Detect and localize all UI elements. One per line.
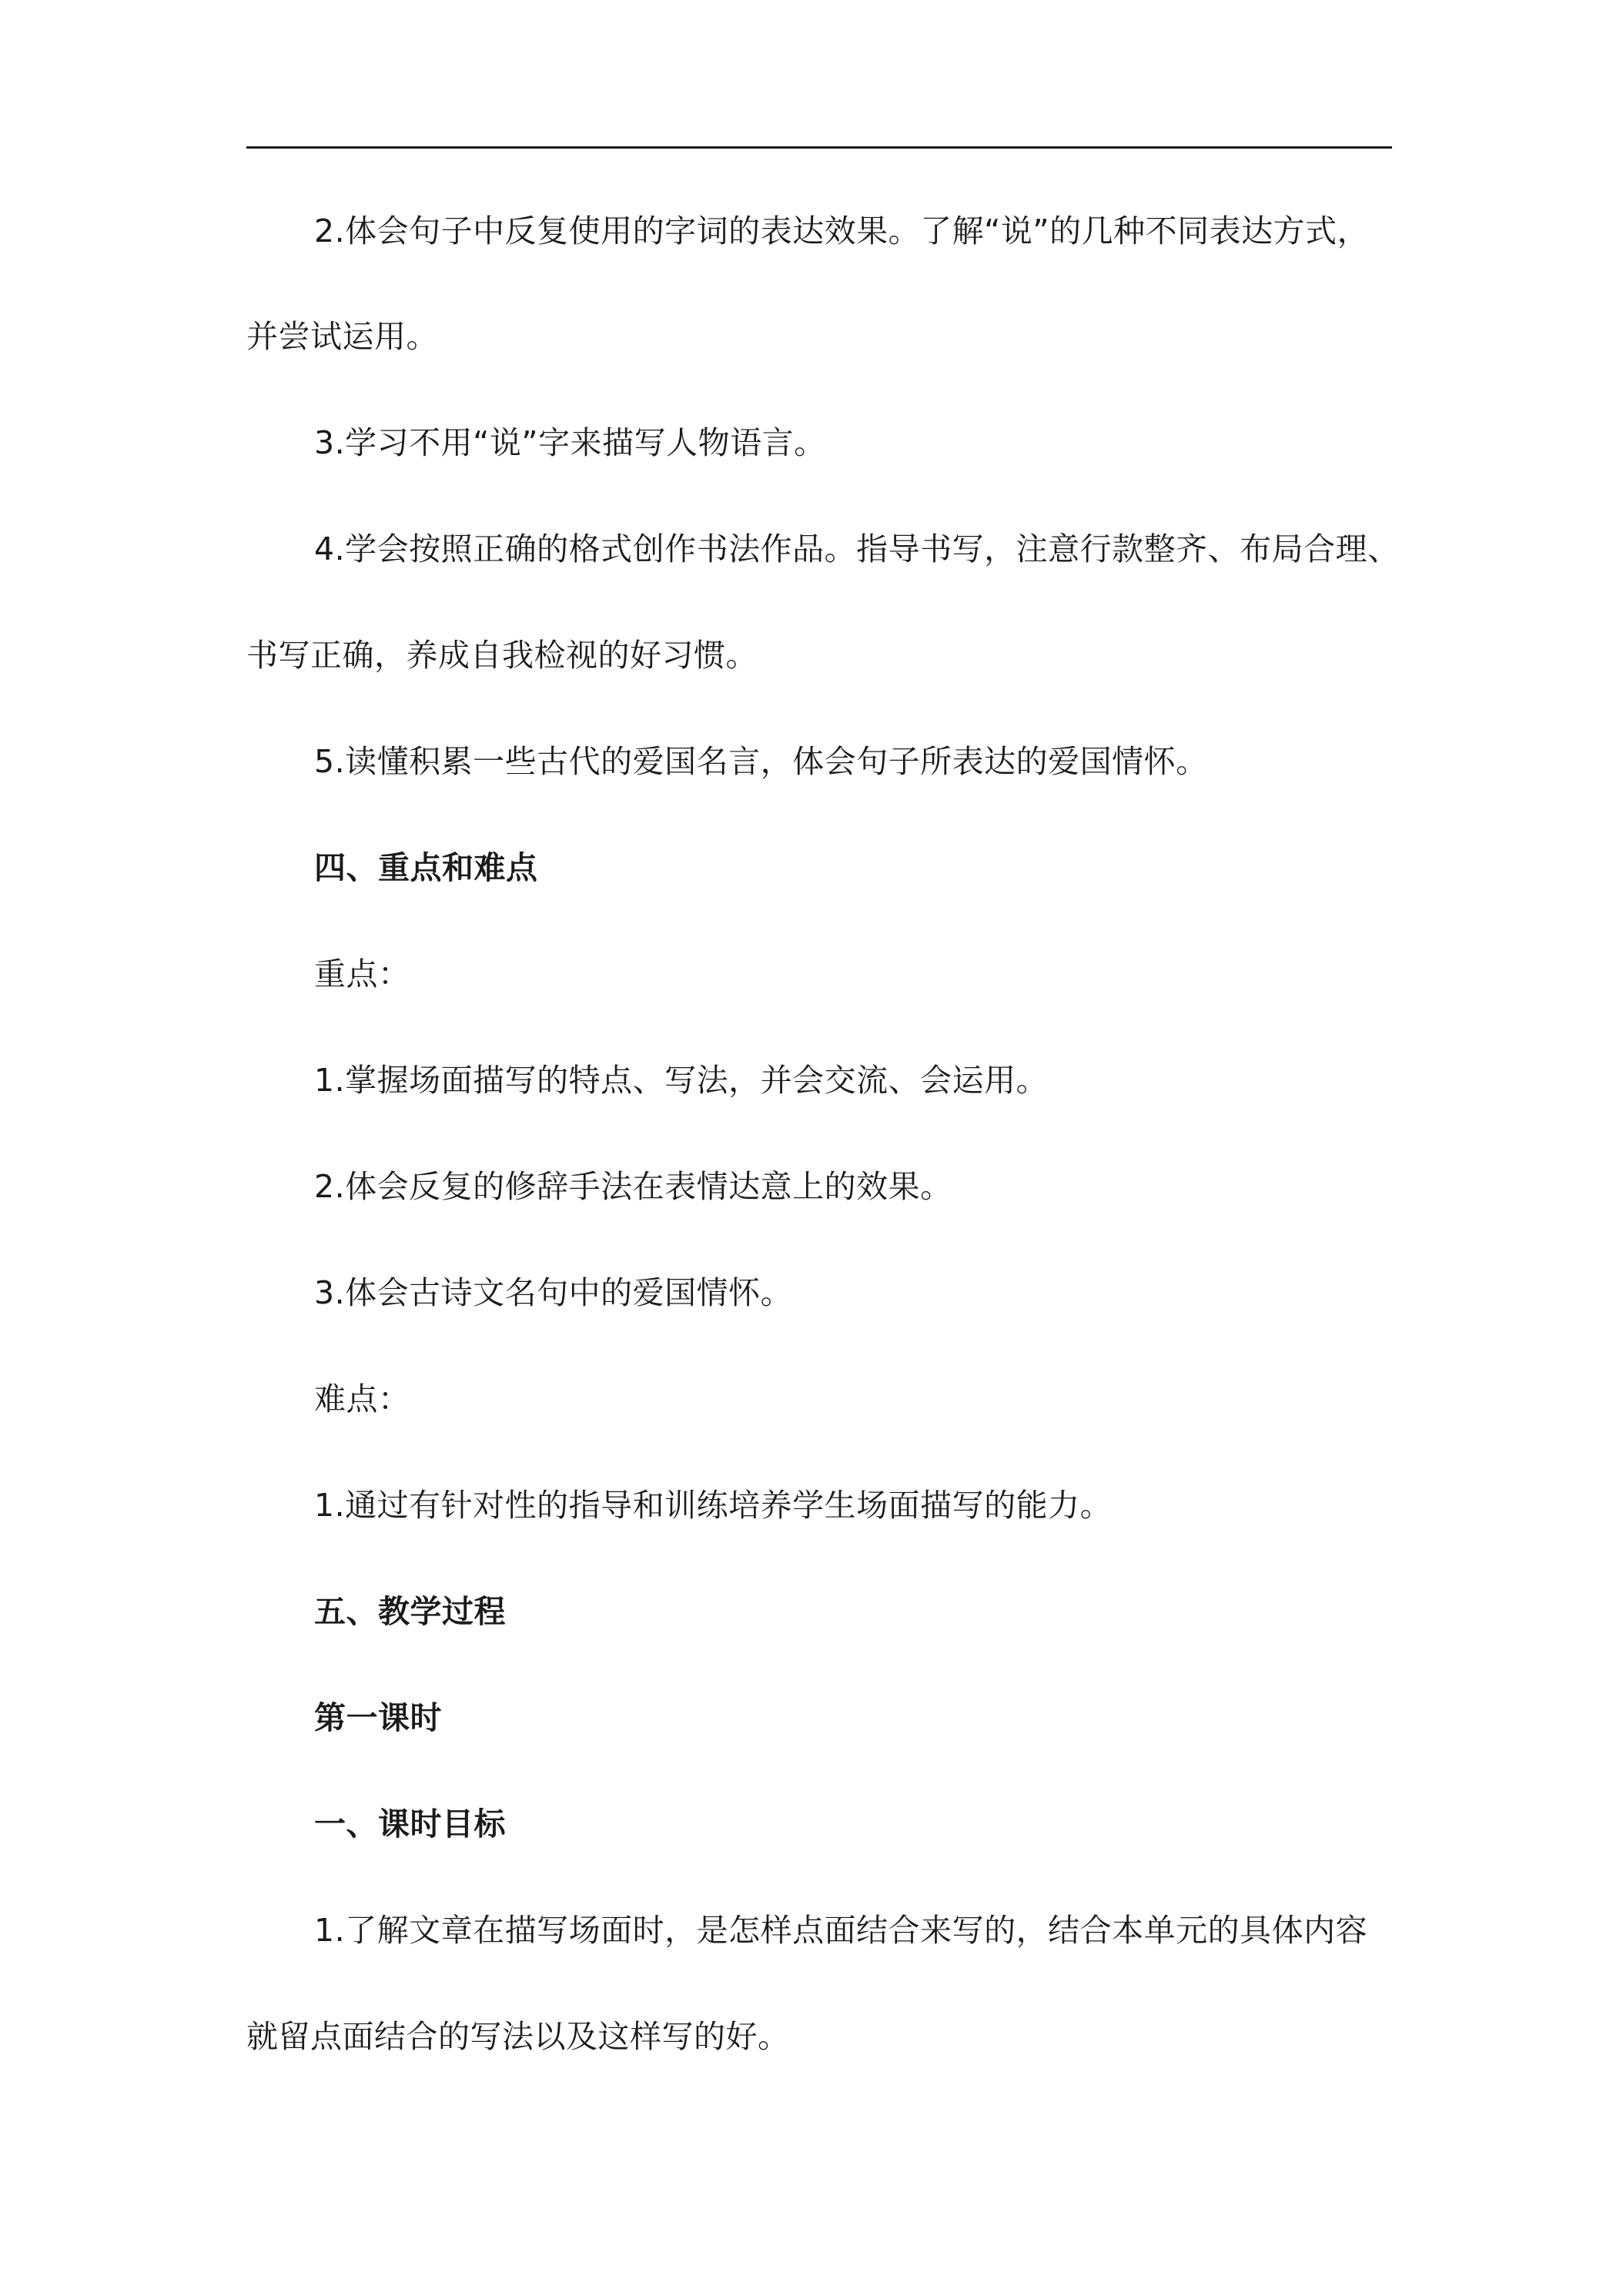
subheading: 重点： <box>314 956 410 992</box>
paragraph-line: 2.体会反复的修辞手法在表情达意上的效果。 <box>314 1168 952 1205</box>
section-heading: 一、课时目标 <box>314 1806 506 1842</box>
paragraph-line: 就留点面结合的写法以及这样写的好。 <box>246 2018 790 2055</box>
paragraph-line: 并尝试运用。 <box>246 318 438 355</box>
section-heading: 五、教学过程 <box>314 1593 506 1630</box>
section-heading: 四、重点和难点 <box>314 849 538 886</box>
paragraph-line: 1.通过有针对性的指导和训练培养学生场面描写的能力。 <box>314 1487 1113 1524</box>
paragraph-line: 书写正确，养成自我检视的好习惯。 <box>246 637 758 674</box>
subheading: 难点： <box>314 1381 410 1417</box>
paragraph-line: 1.掌握场面描写的特点、写法，并会交流、会运用。 <box>314 1062 1049 1099</box>
paragraph-line: 2.体会句子中反复使用的字词的表达效果。了解“说”的几种不同表达方式， <box>314 213 1370 249</box>
paragraph-line: 3.体会古诗文名句中的爱国情怀。 <box>314 1274 793 1311</box>
paragraph-line: 3.学习不用“说”字来描写人物语言。 <box>314 424 826 461</box>
lesson-heading: 第一课时 <box>314 1699 442 1736</box>
paragraph-line: 4.学会按照正确的格式创作书法作品。指导书写，注意行款整齐、布局合理、 <box>314 530 1400 567</box>
paragraph-line: 5.读懂积累一些古代的爱国名言，体会句子所表达的爱国情怀。 <box>314 743 1208 780</box>
header-rule <box>246 146 1392 149</box>
paragraph-line: 1.了解文章在描写场面时，是怎样点面结合来写的，结合本单元的具体内容 <box>314 1912 1368 1949</box>
